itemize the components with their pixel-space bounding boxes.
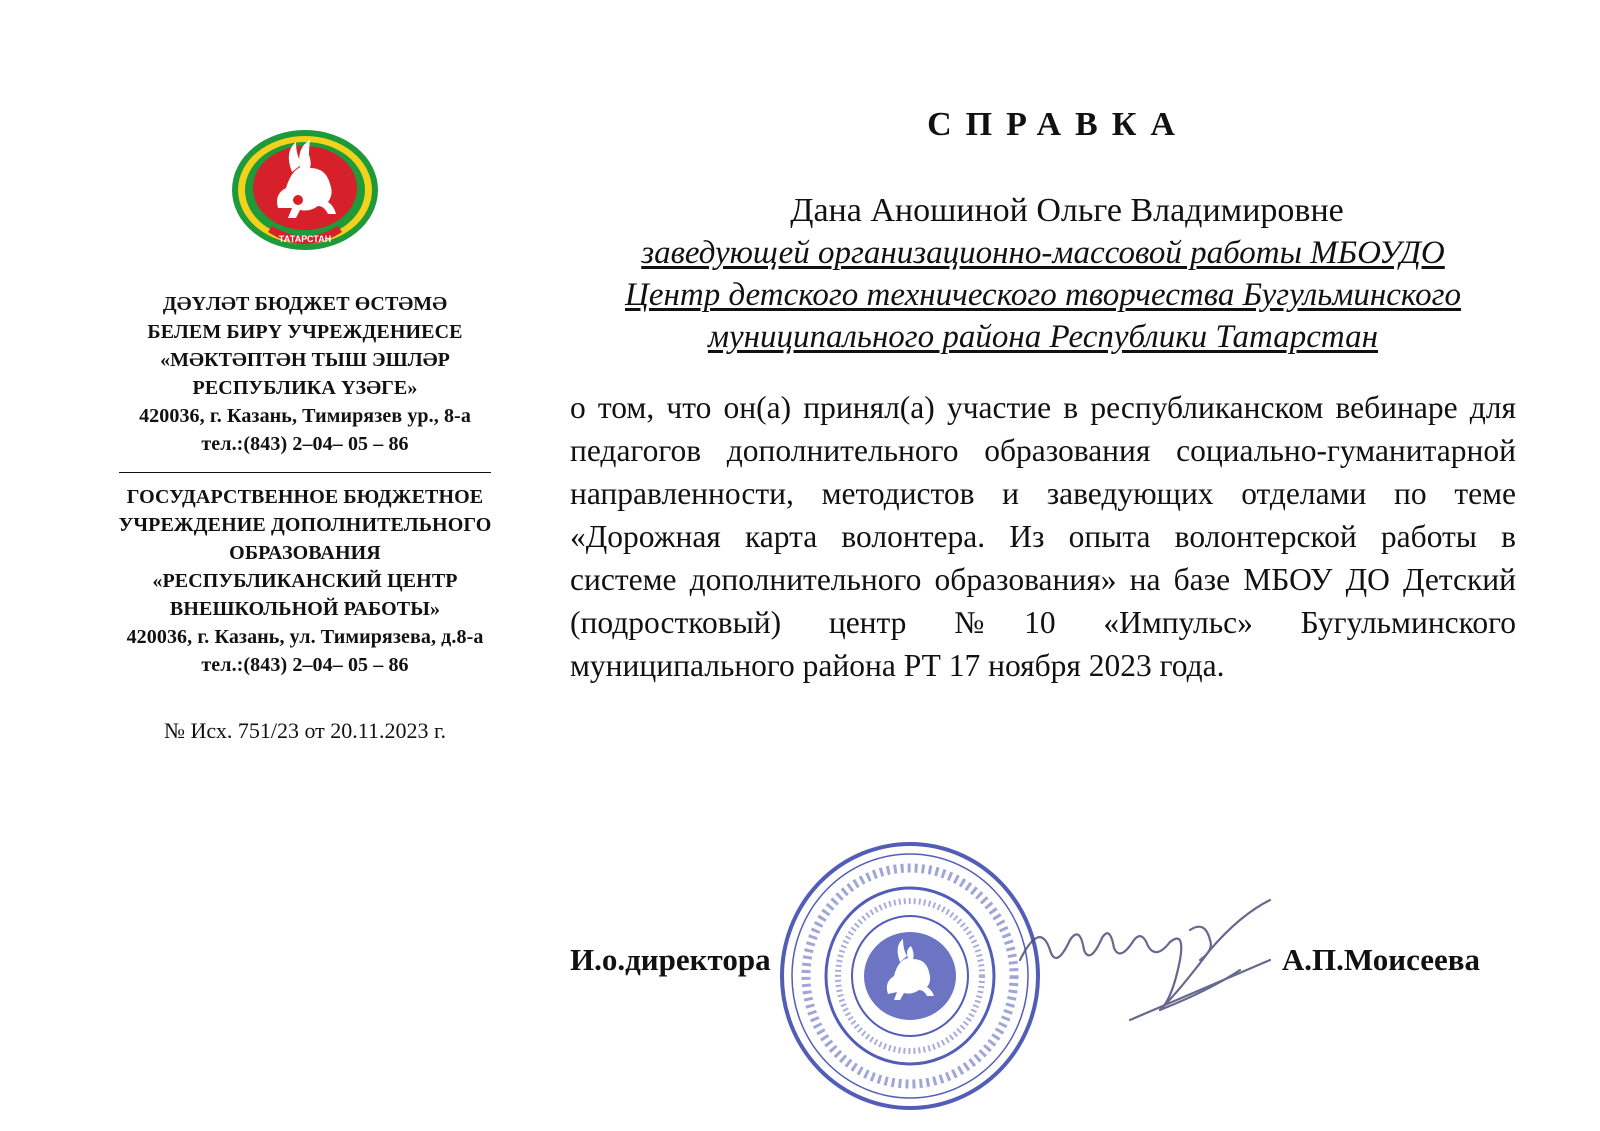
- emblem-text: ТАТАРСТАН: [278, 234, 332, 244]
- russian-org-block: [70, 483, 540, 679]
- signer-title: И.о.директора: [570, 942, 771, 977]
- document-content: [570, 100, 1516, 687]
- recipient-name: Дана Аношиной Ольге Владимировне: [790, 192, 1344, 229]
- russian-org-line: ВНЕШКОЛЬНОЙ РАБОТЫ»: [169, 598, 441, 620]
- tatar-org-line: ДӘҮЛӘТ БЮДЖЕТ ӨСТӘМӘ: [162, 293, 448, 315]
- tatar-address: 420036, г. Казань, Тимирязев ур., 8-а: [139, 405, 471, 427]
- russian-org-line: «РЕСПУБЛИКАНСКИЙ ЦЕНТР: [152, 570, 458, 592]
- russian-org-line: ГОСУДАРСТВЕННОЕ БЮДЖЕТНОЕ: [126, 486, 484, 508]
- recipient-position: заведующей организационно-массовой работы МБОУДО Центр детского технического творчества Бугульминского муниципального района Республики Татарстан: [625, 235, 1461, 355]
- tatar-org-line: БЕЛЕМ БИРҮ УЧРЕЖДЕНИЕСЕ: [147, 321, 463, 343]
- letterhead: [70, 128, 540, 745]
- russian-org-line: ОБРАЗОВАНИЯ: [229, 542, 381, 564]
- signer-name: А.П.Моисеева: [1281, 942, 1480, 977]
- russian-phone: тел.:(843) 2–04– 05 – 86: [201, 654, 409, 676]
- tatarstan-coat-of-arms-icon: [230, 128, 380, 258]
- tatar-org-line: РЕСПУБЛИКА ҮЗӘГЕ»: [192, 377, 418, 399]
- tatar-phone: тел.:(843) 2–04– 05 – 86: [201, 433, 409, 455]
- outgoing-ref-number: № Исх. 751/23 от 20.11.2023 г.: [163, 718, 446, 743]
- russian-org-line: УЧРЕЖДЕНИЕ ДОПОЛНИТЕЛЬНОГО: [118, 514, 492, 536]
- certificate-body: о том, что он(а) принял(а) участие в республиканском вебинаре для педагогов дополнительного образования социально-гуманитарной направленности, методистов и заведующих отделами по теме «Дорожная карта волонтера. Из опыта волонтерской работы в системе дополнительного образования» на базе МБОУ ДО Детский (подростковый) центр №10 «Импульс» Бугульминского муниципального района РТ 17 ноября 2023 года.: [570, 390, 1516, 683]
- document-title: СПРАВКА: [927, 106, 1189, 143]
- tatar-org-block: [70, 290, 540, 458]
- russian-address: 420036, г. Казань, ул. Тимирязева, д.8-а: [126, 626, 484, 648]
- tatar-org-line: «МӘКТӘПТӘН ТЫШ ЭШЛӘР: [160, 349, 450, 371]
- recipient-block: [570, 190, 1516, 358]
- letterhead-divider: [119, 472, 491, 473]
- signature-row: [570, 940, 1480, 990]
